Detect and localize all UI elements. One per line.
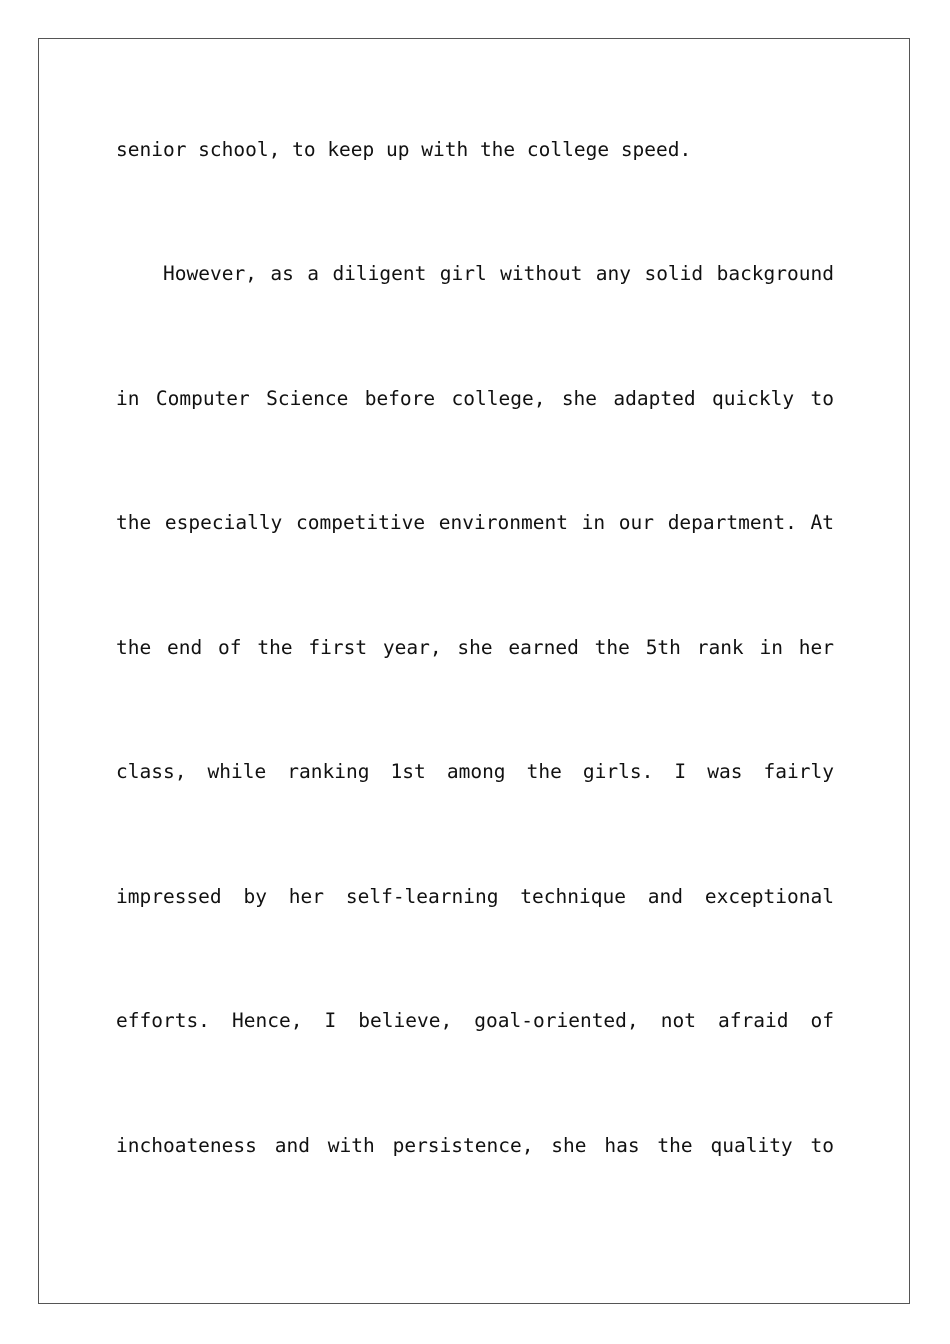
paragraph-line: class, while ranking 1st among the girls. I was fairly: [116, 760, 834, 783]
paragraph-line: senior school, to keep up with the college speed.: [116, 138, 692, 161]
page-border: [38, 38, 910, 1304]
paragraph-line: in Computer Science before college, she adapted quickly to: [116, 387, 834, 410]
paragraph-line: However, as a diligent girl without any solid background: [163, 262, 834, 285]
paragraph-line: efforts. Hence, I believe, goal-oriented, not afraid of: [116, 1009, 834, 1032]
paragraph-line: the end of the first year, she earned the 5th rank in her: [116, 636, 834, 659]
paragraph-line: the especially competitive environment in our department. At: [116, 511, 834, 534]
paragraph-line: inchoateness and with persistence, she has the quality to: [116, 1134, 834, 1157]
paragraph-line: impressed by her self-learning technique and exceptional: [116, 885, 834, 908]
